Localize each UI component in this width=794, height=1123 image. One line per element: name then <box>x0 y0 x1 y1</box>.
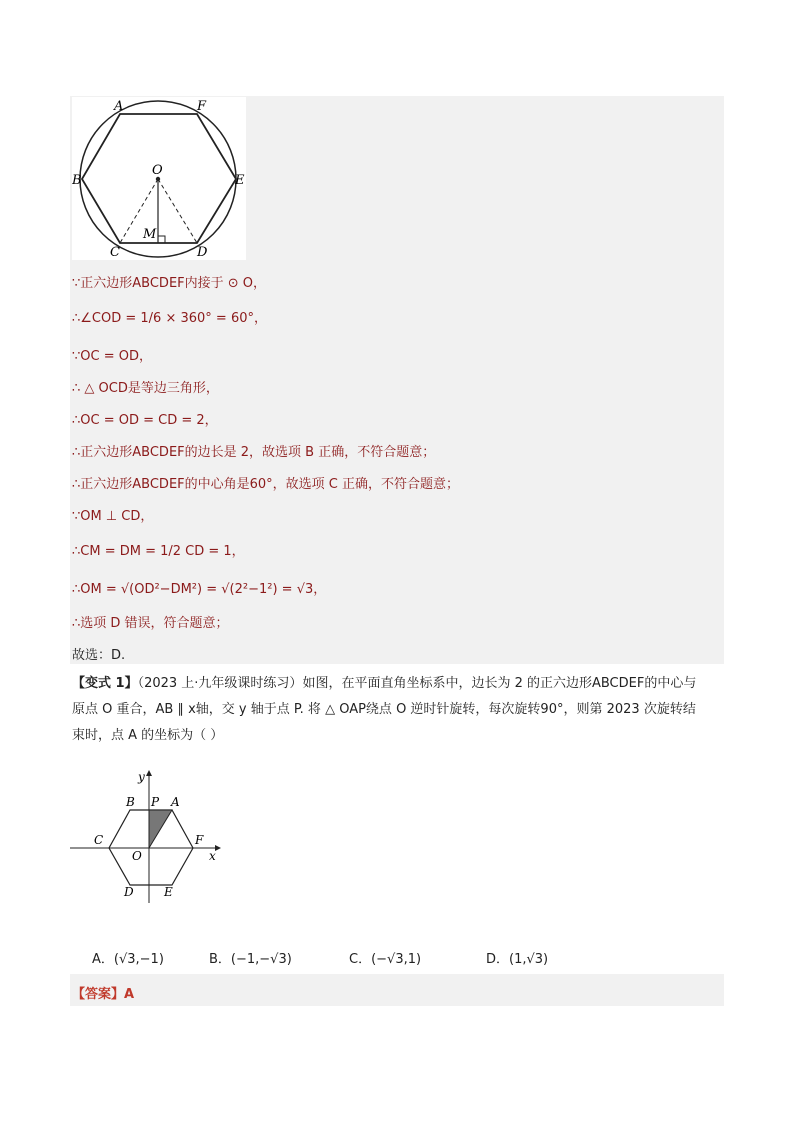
question-line-1-text: 如图，在平面直角坐标系中，边长为 2 的正六边形ABCDEF的中心与 <box>302 676 697 691</box>
label-E: E <box>235 173 245 188</box>
solution-line-4: ∴ △ OCD是等边三角形， <box>72 381 219 396</box>
option-b[interactable] <box>209 948 292 967</box>
question-tag: 【变式 1】 <box>72 676 138 691</box>
label-E: E <box>164 885 173 899</box>
answer-label: 【答案】A <box>72 987 135 1002</box>
answer-background <box>70 974 724 1006</box>
label-F: F <box>195 833 204 847</box>
solution-line-8: ∵OM ⊥ CD， <box>72 509 154 524</box>
solution-line-7: ∴正六边形ABCDEF的中心角是60°，故选项 C 正确，不符合题意； <box>72 477 460 492</box>
option-d-value: (1,√3) <box>509 952 549 967</box>
solution-line-2: ∴∠COD = 1/6 × 360° = 60°， <box>72 311 267 326</box>
label-P: P <box>151 795 160 809</box>
option-a-value: (√3,−1) <box>113 952 164 967</box>
label-F: F <box>197 99 207 114</box>
label-D: D <box>197 245 208 260</box>
question-text <box>72 671 724 749</box>
question-line-1 <box>72 671 724 697</box>
label-C: C <box>110 245 120 260</box>
solution-line-5: ∴OC = OD = CD = 2， <box>72 413 218 428</box>
label-x: x <box>209 849 216 863</box>
option-c[interactable] <box>349 948 421 967</box>
option-c-value: (−√3,1) <box>371 952 422 967</box>
option-a-letter: A． <box>92 952 114 967</box>
solution-line-6: ∴正六边形ABCDEF的边长是 2，故选项 B 正确，不符合题意； <box>72 445 436 460</box>
option-b-letter: B． <box>209 952 231 967</box>
label-M: M <box>143 227 157 242</box>
option-d-letter: D． <box>486 952 510 967</box>
solution-line-11: ∴选项 D 错误，符合题意； <box>72 616 229 631</box>
option-b-value: (−1,−√3) <box>230 952 292 967</box>
label-C: C <box>94 833 104 847</box>
figure-hexagon-circle <box>72 97 246 260</box>
option-d[interactable] <box>486 948 548 967</box>
label-B: B <box>72 173 82 188</box>
question-source: （2023 上·九年级课时练习） <box>137 676 303 691</box>
option-c-letter: C． <box>349 952 372 967</box>
solution-line-10: ∴OM = √(OD²−DM²) = √(2²−1²) = √3， <box>72 582 327 597</box>
question-line-3: 束时，点 A 的坐标为（ ） <box>72 728 224 743</box>
figure-hexagon-axes <box>70 768 230 908</box>
label-O: O <box>152 163 163 178</box>
solution-line-3: ∵OC = OD， <box>72 349 152 364</box>
question-line-2: 原点 O 重合，AB ∥ x轴，交 y 轴于点 P. 将 △ OAP绕点 O 逆时针旋转，每次旋转90°，则第 2023 次旋转结 <box>72 702 696 717</box>
label-B: B <box>126 795 135 809</box>
solution-line-1: ∵正六边形ABCDEF内接于 ⊙ O， <box>72 276 267 291</box>
label-O: O <box>132 849 142 863</box>
label-A: A <box>114 99 124 114</box>
solution-line-12: 故选：D. <box>72 648 126 663</box>
solution-line-9: ∴CM = DM = 1/2 CD = 1， <box>72 544 245 559</box>
label-A: A <box>171 795 180 809</box>
option-a[interactable] <box>92 948 164 967</box>
label-D: D <box>124 885 134 899</box>
label-y: y <box>138 770 145 784</box>
